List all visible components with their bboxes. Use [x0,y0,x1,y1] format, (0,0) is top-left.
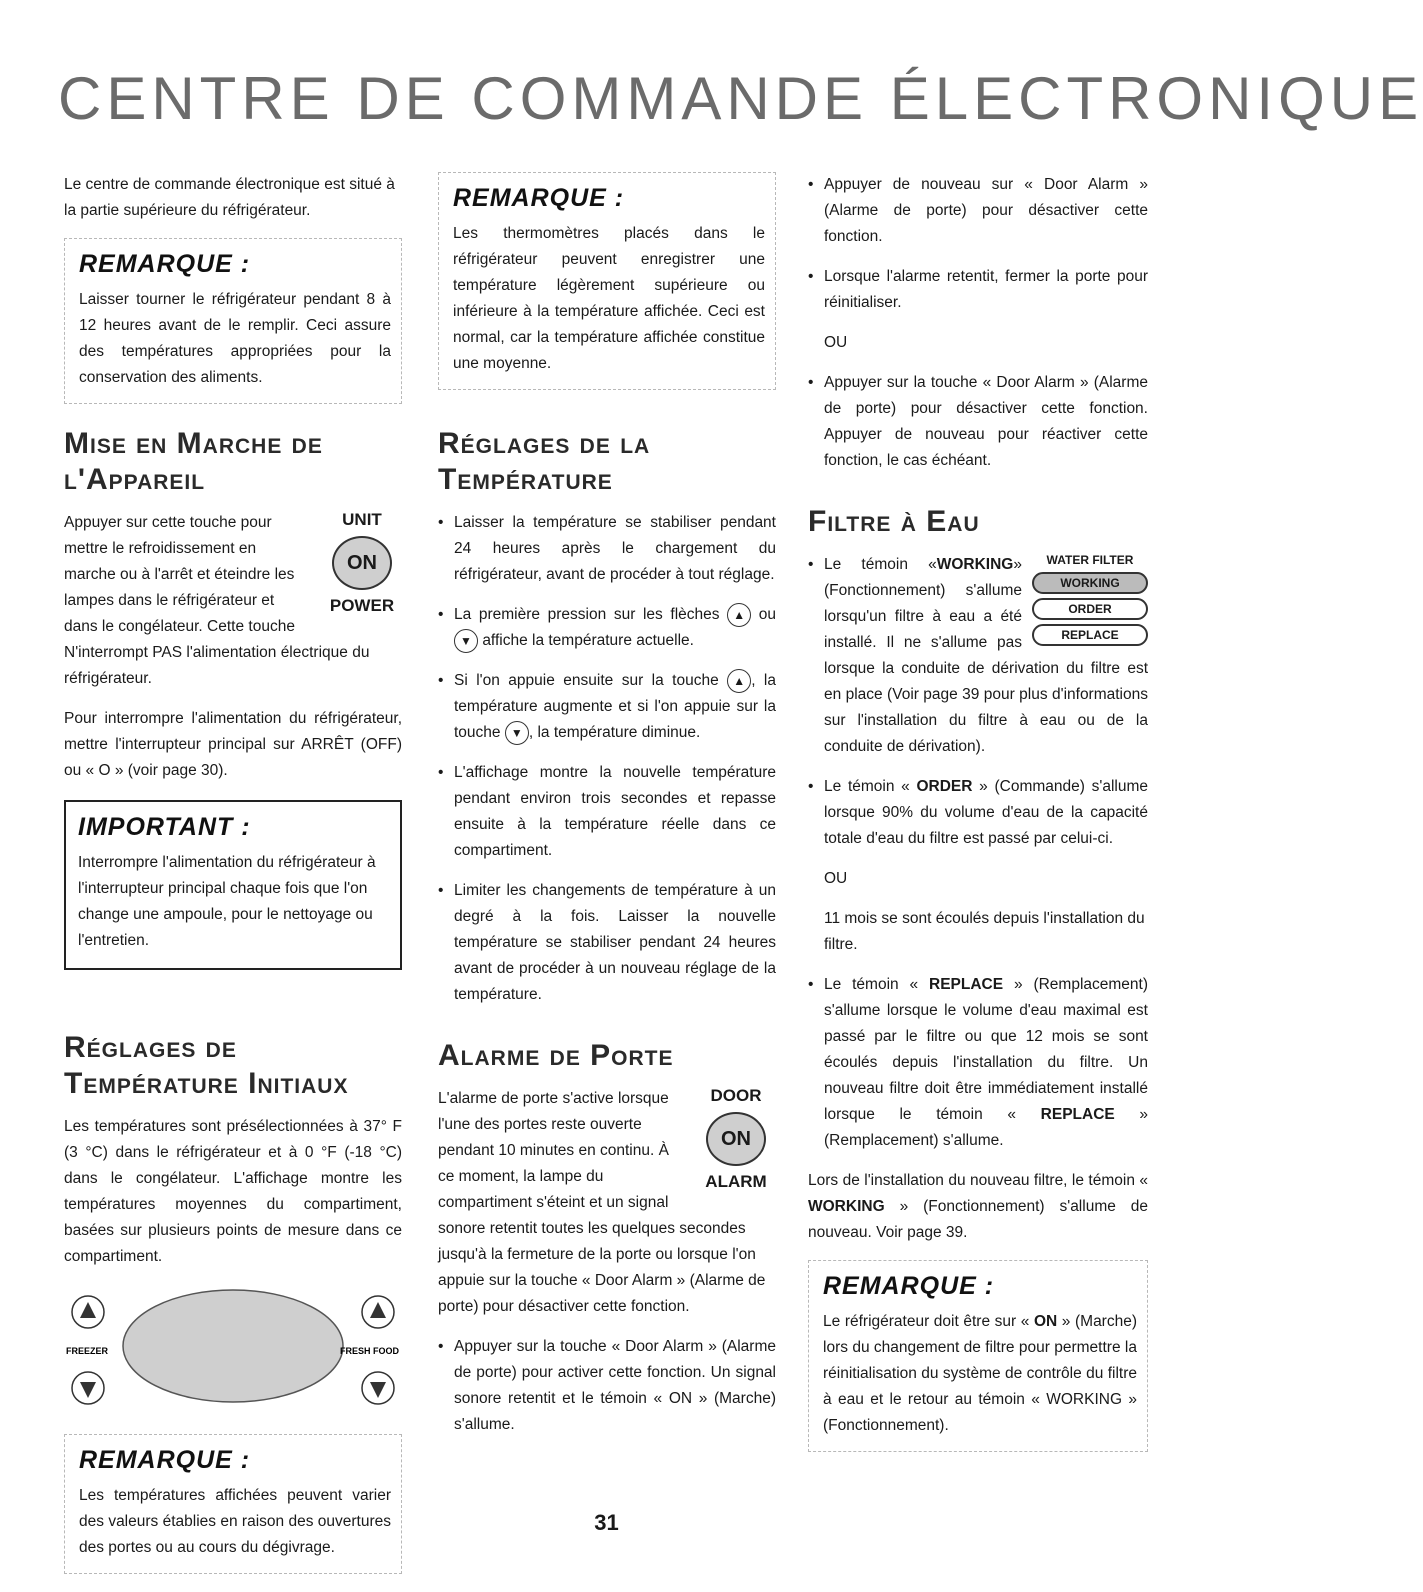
door-label: DOOR [710,1086,762,1105]
list-item: • Appuyer de nouveau sur « Door Alarm » (Alarme de porte) pour désactiver cette fonction. [808,172,1148,250]
list-item: • L'affichage montre la nouvelle température pendant environ trois secondes et repasse ensuite à la température réelle dans ce compartiment. [438,760,776,864]
paragraph-interrompre: Pour interrompre l'alimentation du réfrigérateur, mettre l'interrupteur principal sur ARRÊT (OFF) ou « O » (voir page 30). [64,710,402,779]
list-item: • Le témoin « REPLACE » (Remplacement) s'allume lorsque le volume d'eau maximal est passé par le filtre ou que 12 mois se sont écoulés depuis l'installation du filtre. Un nouveau filtre doit être immédiatement installé lorsque le témoin « REPLACE » (Remplacement) s'allume. [808,972,1148,1154]
alarme-list [438,1334,776,1438]
power-label: POWER [329,596,395,615]
paragraph-temperatures: Les températures sont présélectionnées à 37° F (3 °C) dans le réfrigérateur et à 0 °F (-18 °C) dans le congélateur. L'affichage montre les températures moyennes du compartiment, basées sur plusieurs points de mesure dans ce compartiment. [64,1118,402,1265]
ou-label: OU [824,334,848,351]
door-alarm-list [808,172,1148,316]
note-title-2: REMARQUE : [79,1446,251,1474]
freshfood-down-triangle-icon [370,1382,386,1398]
important-box [64,800,402,970]
paragraph-appuyer: Appuyer sur cette touche pour mettre le refroidissement en marche ou à l'arrêt et éteindre les lampes dans le réfrigérateur et dans le congélateur. Cette touche N'interrompt PAS l'alimentation électrique du réfrigérateur. [64,514,370,687]
water-filter-figure [1032,552,1148,650]
unit-power-button-figure [322,510,402,616]
reglages-list [438,510,776,1008]
filtre-list-2 [808,972,1148,1154]
paragraph-alarme: L'alarme de porte s'active lorsque l'une des portes reste ouverte pendant 10 minutes en continu. À ce moment, la lampe du compartiment s'éteint et un signal sonore retentit toutes les quelques secondes jusqu'à la fermeture de la porte ou lorsque l'on appuie sur la touche « Door Alarm » (Alarme de porte) pour désactiver cette fonction. [438,1090,766,1315]
list-item: • Laisser la température se stabiliser pendant 24 heures après le chargement du réfrigérateur, avant de procéder à tout réglage. [438,510,776,588]
column-middle [438,172,776,1452]
heading-filtre-eau: Filtre à Eau [808,505,980,538]
list-item: • La première pression sur les flèches ▲ ou ▼ affiche la température actuelle. [438,602,776,654]
list-item: • Le témoin « ORDER » (Commande) s'allume lorsque 90% du volume d'eau de la capacité totale d'eau du filtre est passé par celui-ci. [808,774,1148,852]
list-item: • Si l'on appuie ensuite sur la touche ▲ , la température augmente et si l'on appuie sur la touche ▼ , la température diminue. [438,668,776,746]
note-text-thermometres: Les thermomètres placés dans le réfrigérateur peuvent enregistrer une température légèrement supérieure ou inférieure à la température affichée. Ceci est normal, car la température affichée constitue une moyenne. [453,225,765,372]
door-alarm-button-figure [696,1086,776,1192]
heading-reglages-temperature: Réglages de la Température [438,427,651,496]
list-item: • WATER FILTER WORKING ORDER REPLACE Le témoin «WORKING» (Fonctionnement) s'allume lorsqu'un filtre à eau a été installé. Il ne s'allume pas lorsque la conduite de dérivation du filtre est en place (Voir page 39 pour plus d'informations sur l'installation du filtre à eau ou de la conduite de dérivation). [808,552,1148,760]
alarm-label: ALARM [705,1172,767,1191]
temperature-display-panel [64,1284,402,1414]
freezer-label: FREEZER [66,1346,109,1356]
note-text: Laisser tourner le réfrigérateur pendant 8 à 12 heures avant de le remplir. Ceci assure des températures appropriées pour la conservation des aliments. [79,291,391,386]
heading-mise-en-marche: Mise en Marche de l'Appareil [64,427,323,496]
note-box-thermometres [438,172,776,390]
list-item: • Lorsque l'alarme retentit, fermer la porte pour réinitialiser. [808,264,1148,316]
freezer-up-triangle-icon [80,1302,96,1318]
on-button-icon: ON [332,536,392,590]
intro-paragraph: Le centre de commande électronique est situé à la partie supérieure du réfrigérateur. [64,176,395,219]
unit-label: UNIT [342,510,382,529]
note-box-filtre [808,1260,1148,1452]
note-text-2: Les températures affichées peuvent varier des valeurs établies en raison des ouvertures des portes ou au cours du dégivrage. [79,1487,391,1556]
column-left [64,172,402,1592]
page-title: CENTRE DE COMMANDE ÉLECTRONIQUE [58,65,1423,132]
note-box [64,238,402,404]
freezer-down-triangle-icon [80,1382,96,1398]
up-arrow-icon: ▲ [727,603,751,627]
display-oval-icon [123,1290,343,1402]
filtre-list [808,552,1148,852]
note-title-filtre: REMARQUE : [823,1272,995,1300]
note-title: REMARQUE : [79,250,251,278]
note-title-thermometres: REMARQUE : [453,184,625,212]
control-panel-illustration [64,1284,402,1414]
working-indicator: WORKING [1032,572,1148,594]
list-item: • Appuyer sur la touche « Door Alarm » (Alarme de porte) pour désactiver cette fonction. Appuyer de nouveau pour réactiver cette fonction, le cas échéant. [808,370,1148,474]
heading-reglages-initiaux: Réglages de Température Initiaux [64,1031,349,1100]
page-number: 31 [594,1510,619,1535]
heading-alarme-porte: Alarme de Porte [438,1039,674,1072]
freshfood-up-triangle-icon [370,1302,386,1318]
door-alarm-list-2 [808,370,1148,474]
down-arrow-icon: ▼ [505,721,529,745]
list-item: • Appuyer sur la touche « Door Alarm » (Alarme de porte) pour activer cette fonction. Un signal sonore retentit et le témoin « ON » (Marche) s'allume. [438,1334,776,1438]
column-right [808,172,1148,1470]
paragraph-lors: Lors de l'installation du nouveau filtre, le témoin « WORKING » (Fonctionnement) s'allume de nouveau. Voir page 39. [808,1172,1149,1241]
up-arrow-icon: ▲ [727,669,751,693]
water-filter-label: • WATER FILTER [1046,553,1134,567]
freshfood-label: FRESH FOOD [340,1346,400,1356]
replace-indicator: REPLACE [1032,624,1148,646]
door-on-button-icon: ON [706,1112,766,1166]
important-text: Interrompre l'alimentation du réfrigérateur à l'interrupteur principal chaque fois que l'on change une ampoule, pour le nettoyage ou l'entretien. [78,854,376,949]
ou-label-2: OU [824,870,848,887]
paragraph-mois: 11 mois se sont écoulés depuis l'installation du filtre. [824,910,1145,953]
note-text-filtre: Le réfrigérateur doit être sur « ON » (Marche) lors du changement de filtre pour permettre la réinitialisation du système de contrôle du filtre à eau et le retour au témoin « WORKING » (Fonctionnement). [823,1313,1137,1434]
order-indicator: ORDER [1032,598,1148,620]
note-box-2 [64,1434,402,1574]
important-title: IMPORTANT : [78,813,251,841]
down-arrow-icon: ▼ [454,629,478,653]
list-item: • Limiter les changements de température à un degré à la fois. Laisser la nouvelle température se stabiliser pendant 24 heures avant de procéder à un nouveau réglage de la température. [438,878,776,1008]
